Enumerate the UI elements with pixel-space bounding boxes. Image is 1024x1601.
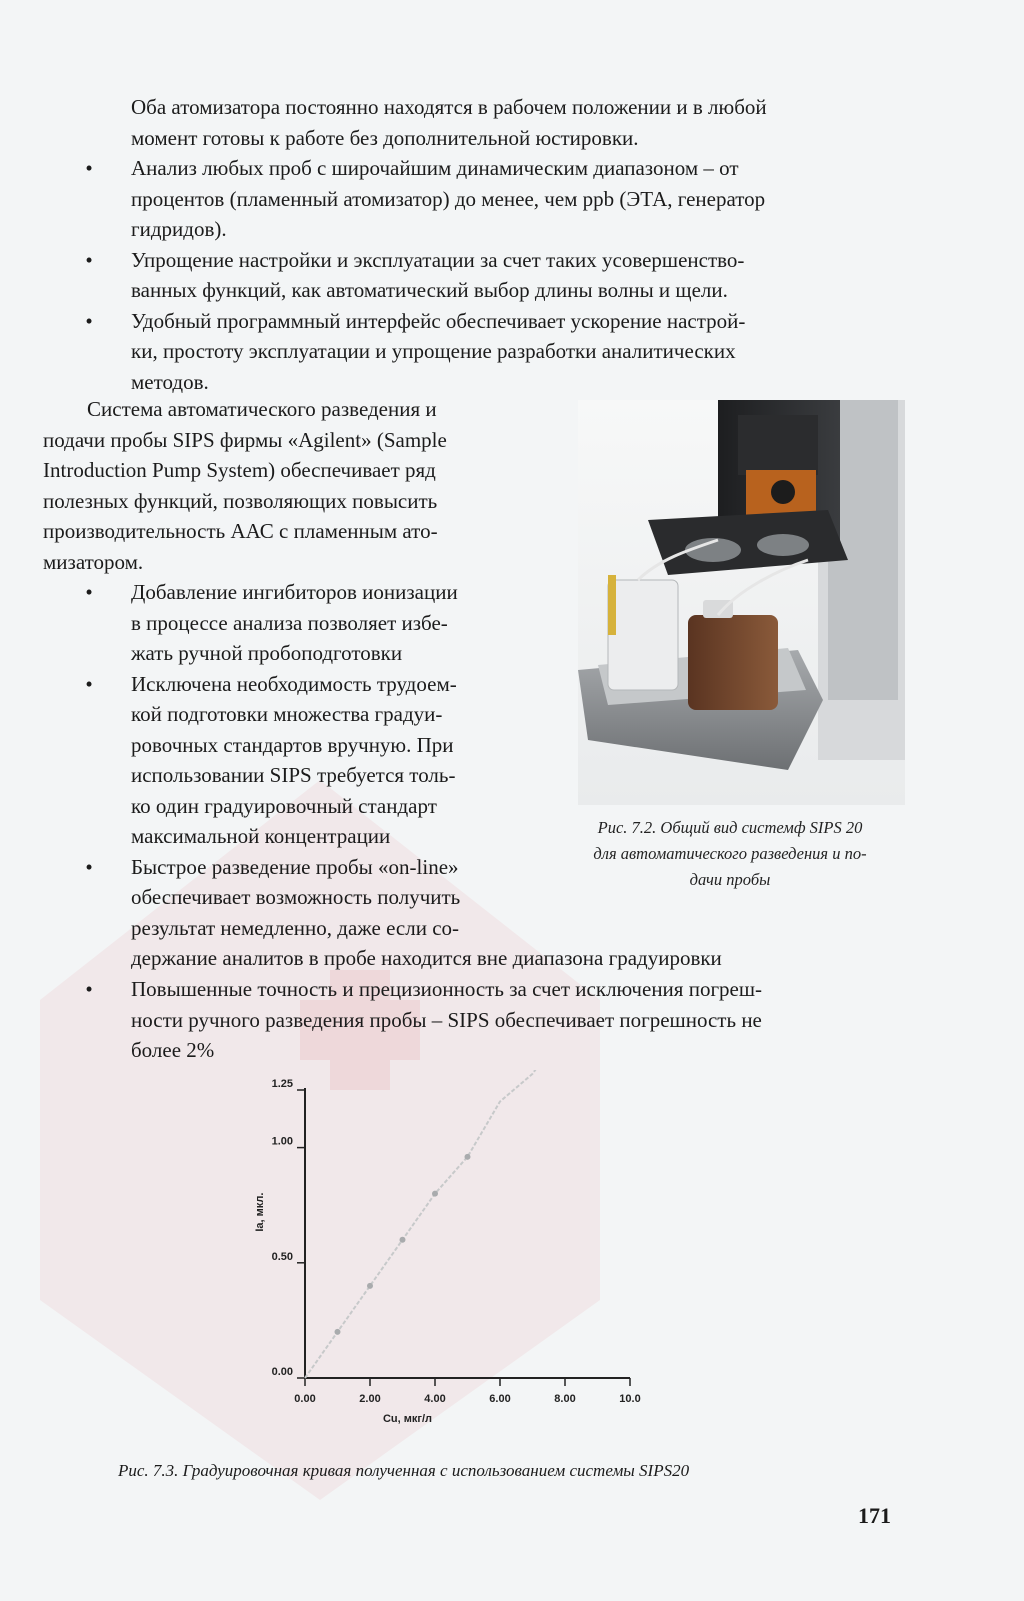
- bullet-list-bottom: [43, 974, 883, 1066]
- bullet-line: Упрощение настройки и эксплуатации за счет таких усовершенство-: [131, 247, 745, 272]
- bullet-line: результат немедленно, даже если со-: [131, 915, 460, 940]
- x-ticks: [294, 1378, 640, 1405]
- bullet-icon: •: [85, 308, 93, 333]
- sips-paragraph: [43, 394, 525, 577]
- caption-line: для автоматического разведения и по-: [593, 844, 867, 863]
- figure-7-2-caption: [540, 815, 920, 893]
- y-tick-label: 1.00: [271, 1135, 293, 1148]
- bullet-icon: •: [85, 247, 93, 272]
- data-point: [432, 1191, 438, 1197]
- bullet-line: жать ручной пробоподготовки: [131, 641, 403, 665]
- bullet-line: Удобный программный интерфейс обеспечивает ускорение настрой-: [131, 308, 746, 333]
- bullet-line: гидридов).: [131, 217, 227, 241]
- bullet-list-top: [43, 153, 883, 397]
- series-line: [305, 1070, 630, 1378]
- caption-line: дачи пробы: [689, 870, 771, 889]
- paragraph-line: Система автоматического разведения и: [87, 397, 437, 421]
- bullet-line: более 2%: [131, 1038, 215, 1062]
- data-point: [400, 1237, 406, 1243]
- page-number: 171: [858, 1503, 891, 1528]
- y-tick-label: 0.00: [271, 1366, 293, 1378]
- bullet-item: [43, 306, 883, 398]
- bullet-line: максимальной концентрации: [131, 824, 391, 848]
- bullet-continuation: [131, 943, 883, 974]
- x-tick-label: 2.00: [359, 1393, 381, 1405]
- bullet-item: [43, 669, 525, 852]
- series: [305, 1070, 630, 1378]
- paragraph-line: Introduction Pump System) обеспечивает ряд: [43, 458, 436, 482]
- paragraph-line: мизатором.: [43, 549, 144, 574]
- bullet-item: [43, 577, 525, 669]
- bullet-line: обеспечивает возможность получить: [131, 885, 461, 909]
- x-tick-label: 0.00: [294, 1393, 316, 1405]
- bullet-line: Исключена необходимость трудоем-: [131, 671, 457, 696]
- bullet-line: процентов (пламенный атомизатор) до менее, чем ppb (ЭТА, генератор: [131, 186, 766, 211]
- data-point: [335, 1329, 341, 1335]
- y-axis-label: Iа, мкл.: [254, 1192, 266, 1232]
- bullet-item: [43, 153, 883, 245]
- bullet-line: кой подготовки множества градуи-: [131, 702, 443, 726]
- bullet-icon: •: [85, 854, 93, 879]
- x-tick-label: 8.00: [554, 1393, 576, 1405]
- bullet-line: ровочных стандартов вручную. При: [131, 732, 454, 757]
- intro-paragraph: [131, 92, 883, 153]
- x-tick-label: 6.00: [489, 1393, 511, 1405]
- bullet-item: [43, 245, 883, 306]
- data-point: [465, 1154, 471, 1160]
- bullet-icon: •: [85, 580, 93, 604]
- bullet-line: Быстрое разведение пробы «on-line»: [131, 854, 459, 879]
- bullet-line: ванных функций, как автоматический выбор длины волны и щели.: [131, 278, 728, 302]
- bullet-icon: •: [85, 156, 93, 180]
- calibration-chart: [230, 1070, 670, 1440]
- bullet-line: методов.: [131, 369, 209, 394]
- intro-line: момент готовы к работе без дополнительной юстировки.: [131, 125, 639, 150]
- caption-line: Рис. 7.2. Общий вид системф SIPS 20: [597, 818, 863, 837]
- bullet-icon: •: [85, 671, 93, 696]
- x-axis-label: Cu, мкг/л: [382, 1413, 433, 1425]
- paragraph-line: производительность ААС с пламенным ато-: [43, 519, 438, 543]
- bullet-line: ки, простоту эксплуатации и упрощение разработки аналитических: [131, 339, 736, 363]
- bullet-line: Добавление ингибиторов ионизации: [131, 580, 458, 604]
- bullet-line: ко один градуировочный стандарт: [131, 793, 437, 818]
- bullet-list-mid: [43, 577, 525, 943]
- sips20-photo: [578, 400, 905, 805]
- bullet-line: Повышенные точность и прецизионность за счет исключения погреш-: [131, 977, 763, 1001]
- bullet-line: Анализ любых проб с широчайшим динамическим диапазоном – от: [131, 156, 739, 180]
- y-tick-label: 0.50: [271, 1250, 293, 1263]
- paragraph-line: полезных функций, позволяющих повысить: [43, 488, 438, 513]
- bullet-line: ности ручного разведения пробы – SIPS обеспечивает погрешность не: [131, 1007, 762, 1032]
- bullet-item: [43, 974, 883, 1066]
- bullet-icon: •: [85, 977, 93, 1001]
- paragraph-line: подачи пробы SIPS фирмы «Agilent» (Sample: [43, 427, 447, 452]
- bullet-line: держание аналитов в пробе находится вне диапазона градуировки: [131, 946, 722, 970]
- bullet-line: использовании SIPS требуется толь-: [131, 763, 456, 787]
- y-tick-label: 1.25: [271, 1078, 293, 1090]
- figure-7-3-caption: Рис. 7.3. Градуировочная кривая полученная с использованием системы SIPS20: [118, 1461, 690, 1480]
- bullet-line: в процессе анализа позволяет избе-: [131, 610, 448, 635]
- x-tick-label: 10.0: [619, 1393, 641, 1405]
- x-tick-label: 4.00: [424, 1393, 446, 1405]
- y-ticks: [272, 1078, 305, 1378]
- bullet-item: [43, 852, 525, 944]
- intro-line: Оба атомизатора постоянно находятся в рабочем положении и в любой: [131, 95, 767, 119]
- data-point: [367, 1283, 373, 1289]
